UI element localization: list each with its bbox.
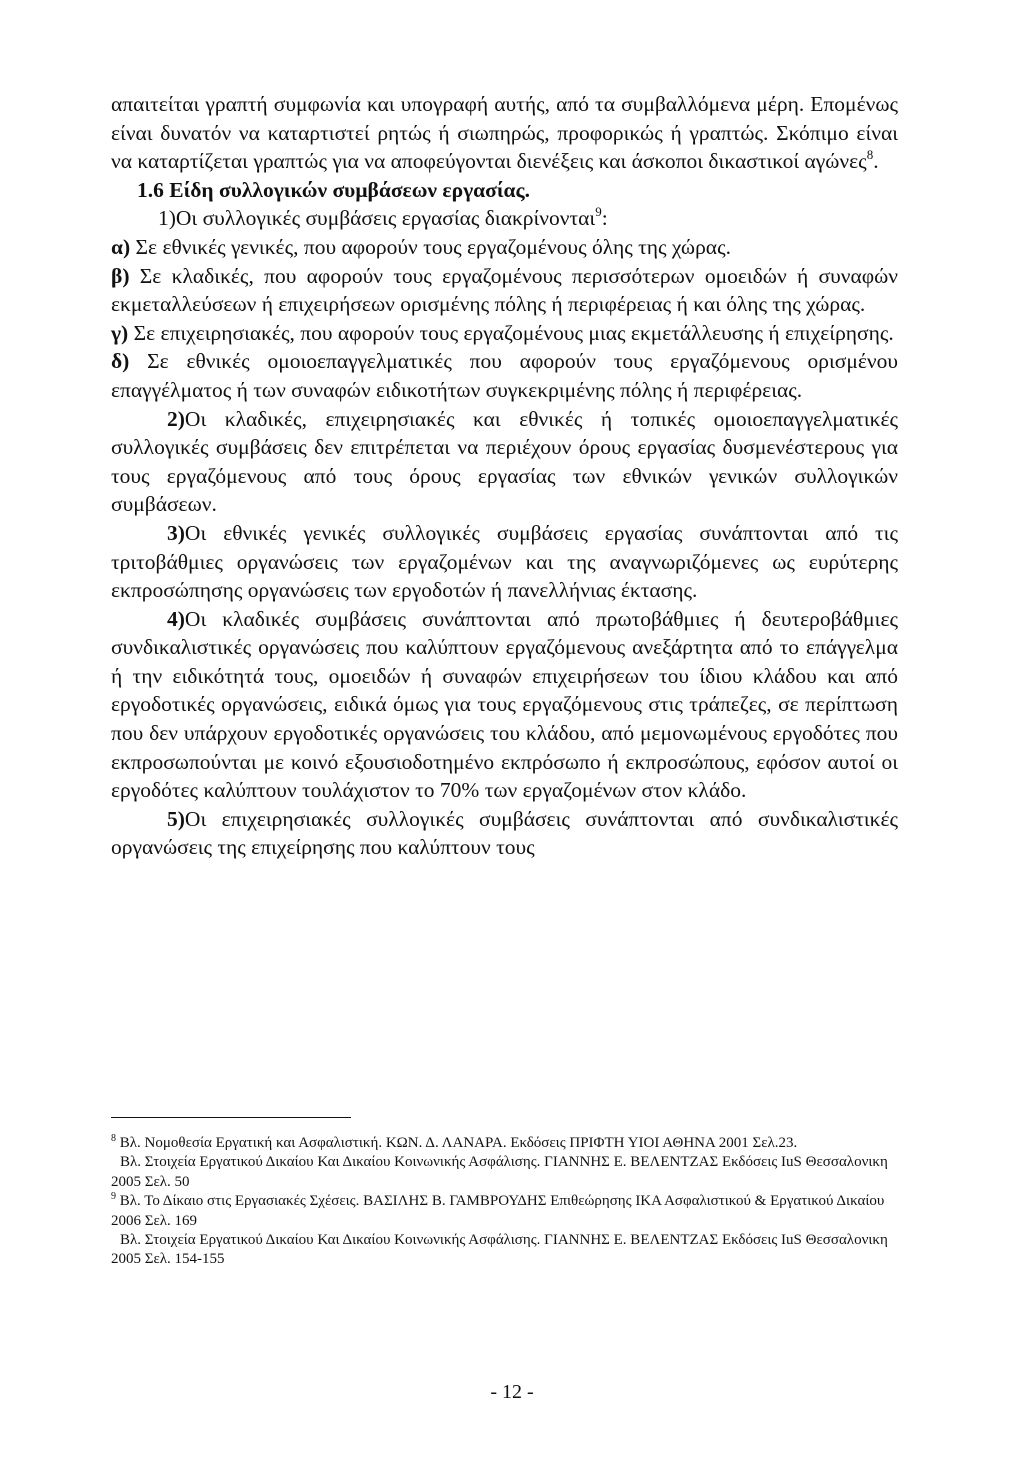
paragraph-text: Οι επιχειρησιακές συλλογικές συμβάσεις συνάπτονται από συνδικαλιστικές οργανώσεις της επιχείρησης που καλύπτουν τους (111, 806, 898, 860)
footnote-marker: 9 (111, 1191, 116, 1203)
footnote-text: Βλ. Το Δίκαιο στις Εργασιακές Σχέσεις. ΒΑΣΙΛΗΣ Β. ΓΑΜΒΡΟΥΔΗΣ Επιθεώρησης ΙΚΑ Ασφαλιστικού & Εργατικού Δικαίου 2006 Σελ. 169 (111, 1193, 885, 1229)
paragraph-intro (111, 204, 898, 233)
body-text (111, 90, 898, 862)
list-label: γ) (111, 320, 129, 345)
paragraph-2 (111, 405, 898, 519)
list-item-c (111, 319, 898, 348)
footnote-8-continued: Βλ. Στοιχεία Εργατικού Δικαίου Και Δικαίου Κοινωνικής Ασφάλισης. ΓΙΑΝΝΗΣ Ε. ΒΕΛΕΝΤΖΑΣ Εκδόσεις IuS Θεσσαλονικη 2005 Σελ. 50 (111, 1154, 888, 1190)
paragraph-4 (111, 605, 898, 805)
list-text: Σε επιχειρησιακές, που αφορούν τους εργαζομένους μιας εκμετάλλευσης ή επιχείρησης. (128, 320, 894, 345)
paragraph-agreement-form (111, 90, 898, 176)
list-text: Σε κλαδικές, που αφορούν τους εργαζομένους περισσότερων ομοειδών ή συναφών εκμεταλλεύσεων ή επιχειρήσεων ορισμένης πόλης ή περιφέρειας ή και όλης της χώρας. (111, 263, 898, 317)
paragraph-text: απαιτείται γραπτή συμφωνία και υπογραφή αυτής, από τα συμβαλλόμενα μέρη. Επομένως είναι δυνατόν να καταρτιστεί ρητώς ή σιωπηρώς, προφορικώς ή γραπτώς. Σκόπιμο είναι να καταρτίζεται γραπτώς για να αποφεύγονται διενέξεις και άσκοποι δικαστικοί αγώνες (111, 92, 898, 174)
footnote-ref-8: 8 (866, 147, 874, 163)
footnote-8 (111, 1134, 898, 1153)
footnote-divider (111, 1117, 351, 1118)
footnote-text: Βλ. Νομοθεσία Εργατική και Ασφαλιστική. ΚΩΝ. Δ. ΛΑΝΑΡΑ. Εκδόσεις ΠΡΙΦΤΗ ΥΙΟΙ ΑΘΗΝΑ 2001 Σελ.23. (116, 1135, 798, 1151)
footnote-9 (111, 1192, 898, 1231)
footnotes (111, 1134, 898, 1270)
paragraph-3 (111, 519, 898, 605)
list-item-b (111, 262, 898, 319)
footnote-ref-9: 9 (595, 204, 602, 220)
list-item-a (111, 233, 898, 262)
list-item-d (111, 347, 898, 404)
paragraph-text: Οι κλαδικές συμβάσεις συνάπτονται από πρωτοβάθμιες ή δευτεροβάθμιες συνδικαλιστικές οργανώσεις που καλύπτουν εργαζόμενους ανεξάρτητα από το επάγγελμα ή την ειδικότητά τους, ομοειδών ή συναφών επιχειρήσεων του ίδιου κλάδου και από εργοδοτικές οργανώσεις, ειδικά όμως για τους εργαζόμενους στις τράπεζες, σε περίπτωση που δεν υπάρχουν εργοδοτικές οργανώσεις του κλάδου, από μεμονωμένους εργοδότες που εκπροσωπούνται με κοινό εξουσιοδοτημένο εκπρόσωπο ή εκπροσώπους, εφόσον αυτοί οι εργοδότες καλύπτουν τουλάχιστον το 70% των εργαζομένων στον κλάδο. (111, 606, 898, 803)
punctuation: . (873, 149, 879, 174)
paragraph-number: 2) (167, 406, 185, 431)
paragraph-text: 1)Οι συλλογικές συμβάσεις εργασίας διακρίνονται (158, 206, 596, 231)
footnote-marker: 8 (111, 1133, 116, 1144)
page-number: - 12 - (490, 1381, 534, 1403)
paragraph-text: Οι κλαδικές, επιχειρησιακές και εθνικές ή τοπικές ομοιοεπαγγελματικές συλλογικές συμβάσεις δεν επιτρέπεται να περιέχουν όρους εργασίας δυσμενέστερους για τους εργαζόμενους από τους όρους εργασίας των εθνικών γενικών συλλογικών συμβάσεων. (111, 406, 898, 517)
footnote-9-continued: Βλ. Στοιχεία Εργατικού Δικαίου Και Δικαίου Κοινωνικής Ασφάλισης. ΓΙΑΝΝΗΣ Ε. ΒΕΛΕΝΤΖΑΣ Εκδόσεις IuS Θεσσαλονικη 2005 Σελ. 154-155 (111, 1232, 888, 1268)
list-text: Σε εθνικές ομοιοεπαγγελματικές που αφορούν τους εργαζόμενους ορισμένου επαγγέλματος ή των συναφών ειδικοτήτων συγκεκριμένης πόλης ή περιφέρειας. (111, 349, 898, 402)
list-label: α) (111, 234, 131, 259)
paragraph-number: 3) (167, 520, 185, 545)
paragraph-number: 5) (167, 806, 185, 831)
paragraph-number: 4) (167, 606, 185, 631)
paragraph-text: Οι εθνικές γενικές συλλογικές συμβάσεις εργασίας συνάπτονται από τις τριτοβάθμιες οργανώσεις των εργαζομένων και της αναγνωριζόμενες ως ευρύτερης εκπροσώπησης οργανώσεις των εργοδοτών ή πανελλήνιας έκτασης. (111, 520, 898, 603)
list-text: Σε εθνικές γενικές, που αφορούν τους εργαζομένους όλης της χώρας. (130, 234, 731, 259)
list-label: δ) (111, 349, 130, 374)
punctuation: : (601, 206, 608, 231)
paragraph-5 (111, 805, 898, 862)
list-label: β) (111, 263, 130, 288)
section-heading: 1.6 Είδη συλλογικών συμβάσεων εργασίας. (137, 177, 530, 202)
